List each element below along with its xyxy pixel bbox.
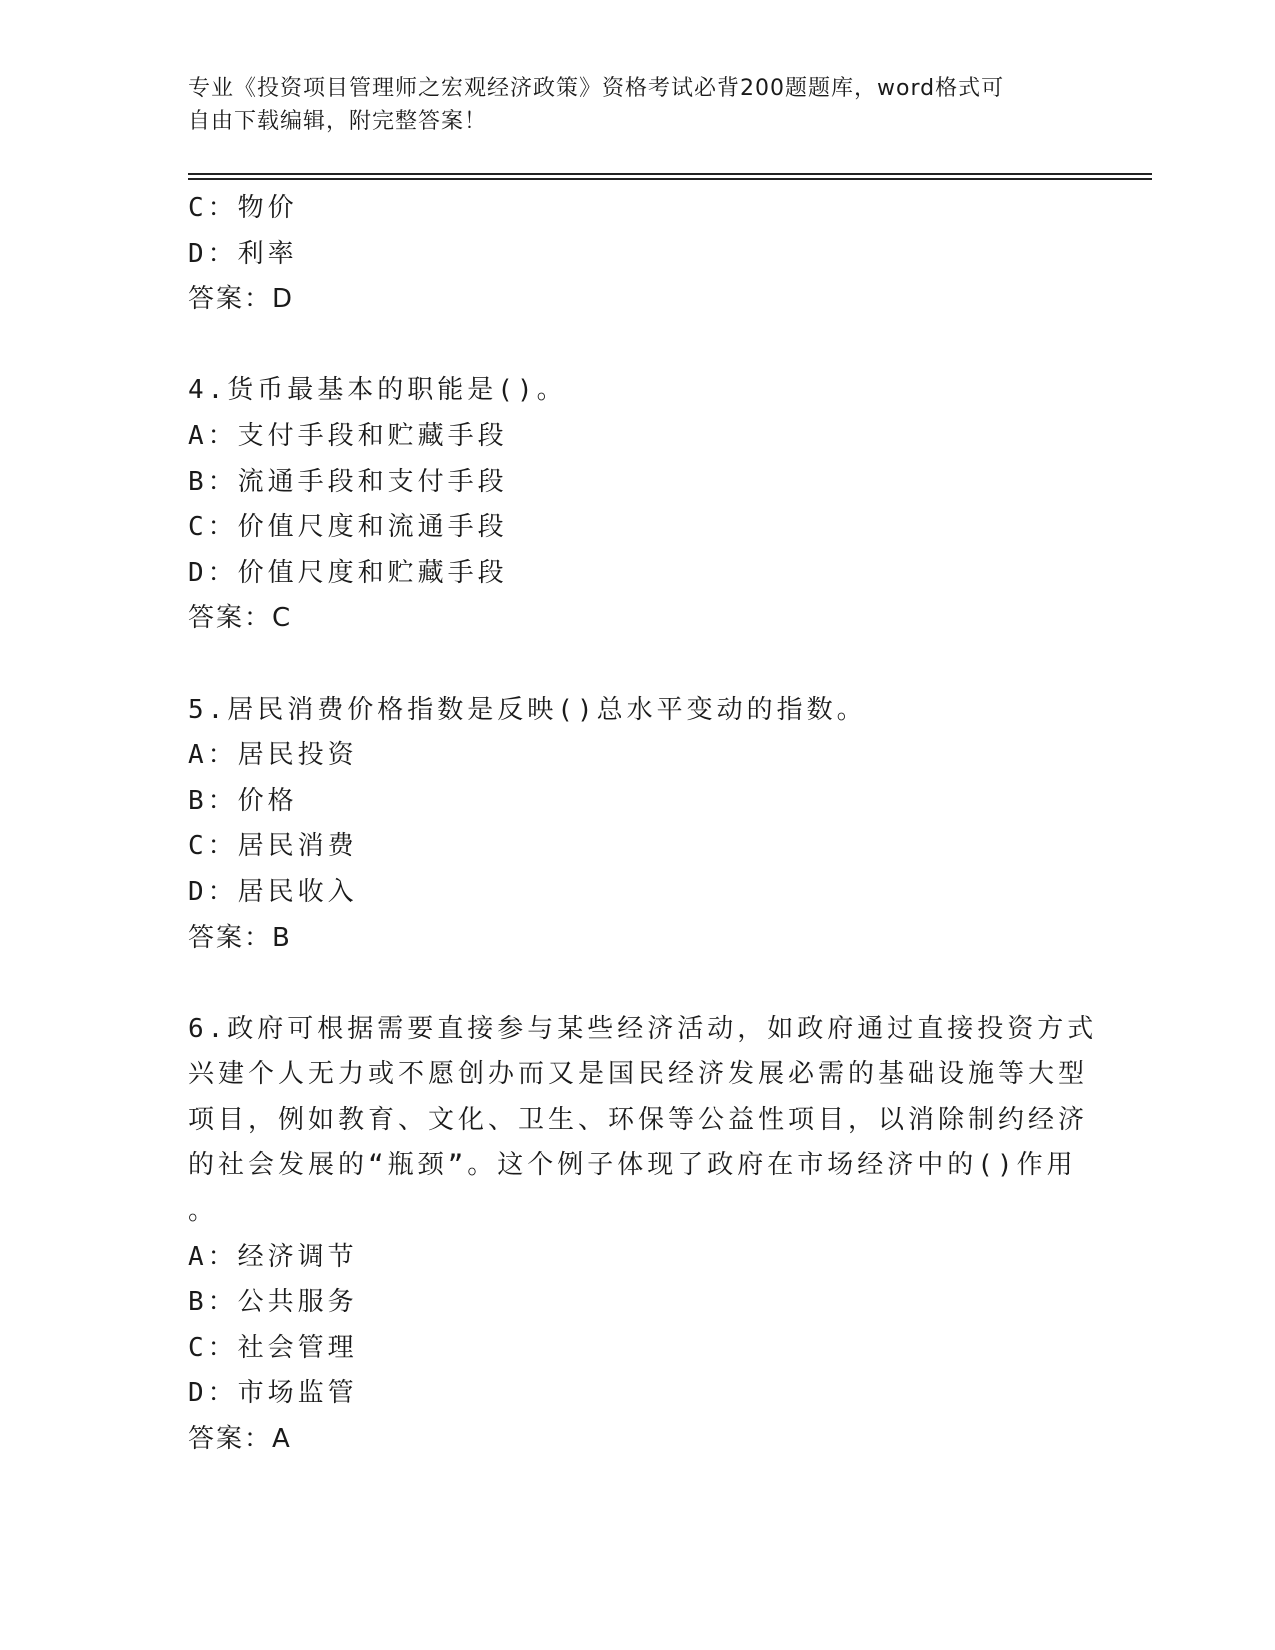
question-block-6 <box>188 1007 1098 1463</box>
option-c: C：价值尺度和流通手段 <box>188 512 508 543</box>
option-d: D：市场监管 <box>188 1378 358 1409</box>
question-stem-line-5: 。 <box>188 1196 219 1227</box>
option-c: C：社会管理 <box>188 1332 358 1363</box>
answer-line: 答案：D <box>188 284 295 315</box>
question-list <box>188 186 1098 1463</box>
header-line-1: 专业《投资项目管理师之宏观经济政策》资格考试必背200题题库，word格式可 <box>188 76 1005 101</box>
spacer <box>188 961 1068 1007</box>
question-stem: 4.货币最基本的职能是()。 <box>188 375 567 406</box>
header-line-2: 自由下载编辑，附完整答案！ <box>188 109 488 134</box>
option-c: C：物价 <box>188 193 298 223</box>
answer-line: 答案：C <box>188 603 293 634</box>
question-stem: 5.居民消费价格指数是反映()总水平变动的指数。 <box>188 694 867 725</box>
option-d: D：利率 <box>188 238 298 269</box>
option-b: B：价格 <box>188 785 298 816</box>
answer-line: 答案：A <box>188 1424 292 1455</box>
question-block-4 <box>188 368 1068 642</box>
question-block-prev <box>188 186 1068 323</box>
header-rule-bottom <box>188 178 1152 180</box>
question-stem-line-3: 项目，例如教育、文化、卫生、环保等公益性项目，以消除制约经济 <box>188 1104 1089 1135</box>
spacer <box>188 642 1068 688</box>
question-stem-line-2: 兴建个人无力或不愿创办而又是国民经济发展必需的基础设施等大型 <box>188 1059 1089 1090</box>
header-rule-top <box>188 173 1152 175</box>
answer-line: 答案：B <box>188 922 292 953</box>
option-c: C：居民消费 <box>188 831 358 862</box>
question-stem-line-1: 6.政府可根据需要直接参与某些经济活动，如政府通过直接投资方式 <box>188 1013 1098 1044</box>
document-header <box>188 72 1068 138</box>
option-a: A：居民投资 <box>188 740 358 771</box>
spacer <box>188 323 1068 369</box>
option-d: D：价值尺度和贮藏手段 <box>188 557 508 588</box>
option-a: A：经济调节 <box>188 1241 358 1272</box>
question-block-5 <box>188 688 1068 962</box>
question-stem-line-4: 的社会发展的“瓶颈”。这个例子体现了政府在市场经济中的()作用 <box>188 1150 1077 1181</box>
option-b: B：流通手段和支付手段 <box>188 466 508 497</box>
option-a: A：支付手段和贮藏手段 <box>188 420 508 451</box>
option-d: D：居民收入 <box>188 876 358 907</box>
option-b: B：公共服务 <box>188 1287 358 1318</box>
